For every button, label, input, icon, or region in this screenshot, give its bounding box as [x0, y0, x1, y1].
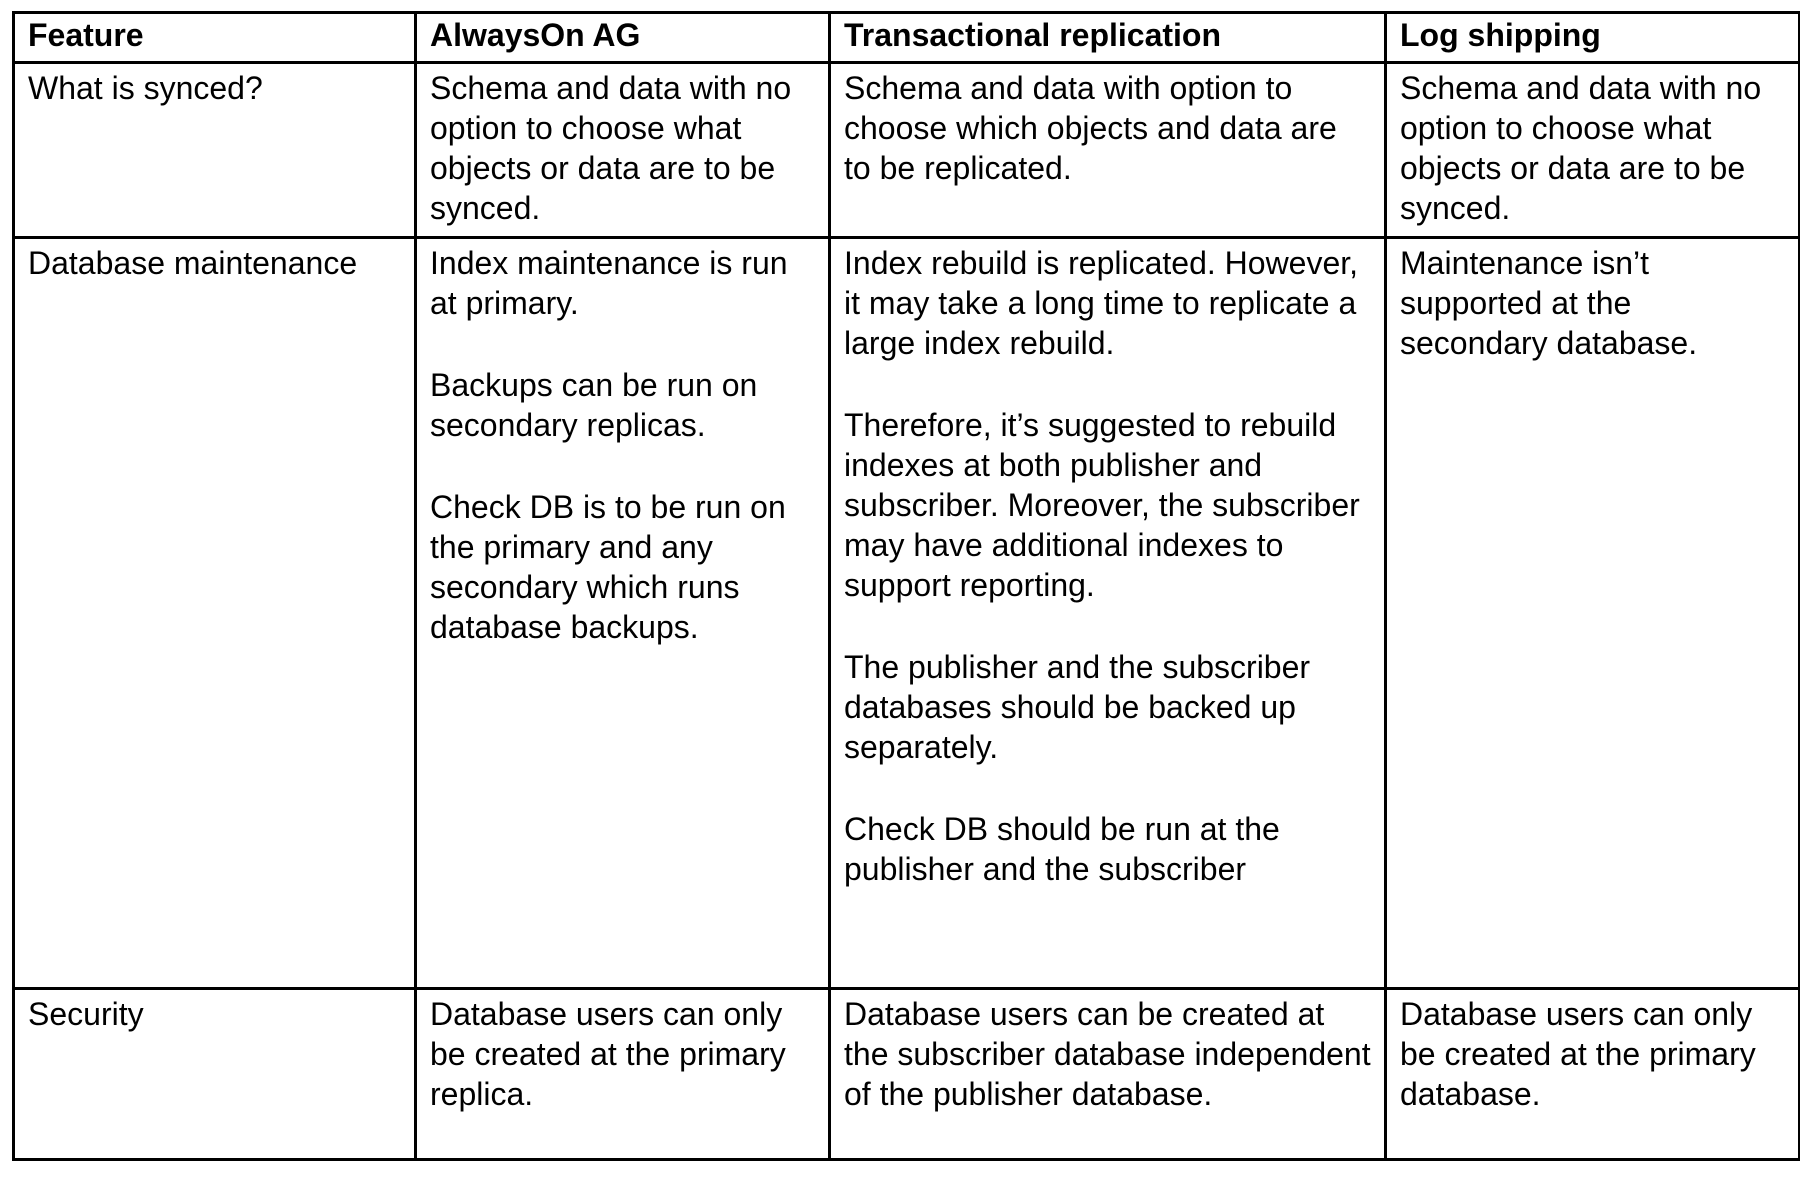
cell-paragraph: Schema and data with option to choose which objects and data are to be replicated.: [844, 70, 1337, 186]
cell-paragraph: Backups can be run on secondary replicas.: [430, 367, 758, 443]
cell-paragraph: Index maintenance is run at primary.: [430, 245, 788, 321]
alwayson-cell: [416, 989, 830, 1160]
cell-paragraph: Schema and data with no option to choose what objects or data are to be synced.: [1400, 70, 1762, 226]
cell-paragraph: Check DB is to be run on the primary and any secondary which runs database backups.: [430, 489, 786, 645]
cell-paragraph: The publisher and the subscriber databases should be backed up separately.: [844, 649, 1311, 765]
feature-label: Database maintenance: [28, 245, 358, 281]
header-transactional-replication: Transactional replication: [830, 13, 1386, 63]
alwayson-cell: [416, 63, 830, 238]
cell-paragraph: Therefore, it’s suggested to rebuild indexes at both publisher and subscriber. Moreover, the subscriber may have additional indexes to support reporting.: [844, 407, 1360, 603]
alwayson-cell: [416, 238, 830, 989]
cell-paragraph: Database users can only be created at the primary database.: [1400, 996, 1756, 1112]
cell-paragraph: Schema and data with no option to choose what objects or data are to be synced.: [430, 70, 792, 226]
replication-cell: [830, 238, 1386, 989]
feature-cell: [14, 63, 416, 238]
feature-cell: [14, 989, 416, 1160]
header-feature: Feature: [14, 13, 416, 63]
cell-paragraph: Check DB should be run at the publisher and the subscriber: [844, 811, 1280, 887]
table-row: [14, 989, 1800, 1160]
feature-cell: [14, 238, 416, 989]
comparison-table: [12, 11, 1800, 1161]
logshipping-cell: [1386, 63, 1800, 238]
table-row: [14, 238, 1800, 989]
feature-label: What is synced?: [28, 70, 263, 106]
table-row: [14, 63, 1800, 238]
header-log-shipping: Log shipping: [1386, 13, 1800, 63]
header-alwayson-ag: AlwaysOn AG: [416, 13, 830, 63]
feature-label: Security: [28, 996, 144, 1032]
logshipping-cell: [1386, 238, 1800, 989]
logshipping-cell: [1386, 989, 1800, 1160]
cell-paragraph: Database users can be created at the subscriber database independent of the publisher database.: [844, 996, 1371, 1112]
header-row: [14, 13, 1800, 63]
replication-cell: [830, 989, 1386, 1160]
replication-cell: [830, 63, 1386, 238]
cell-paragraph: Index rebuild is replicated. However, it may take a long time to replicate a large index rebuild.: [844, 245, 1359, 361]
cell-paragraph: Maintenance isn’t supported at the secondary database.: [1400, 245, 1698, 361]
cell-paragraph: Database users can only be created at the primary replica.: [430, 996, 786, 1112]
